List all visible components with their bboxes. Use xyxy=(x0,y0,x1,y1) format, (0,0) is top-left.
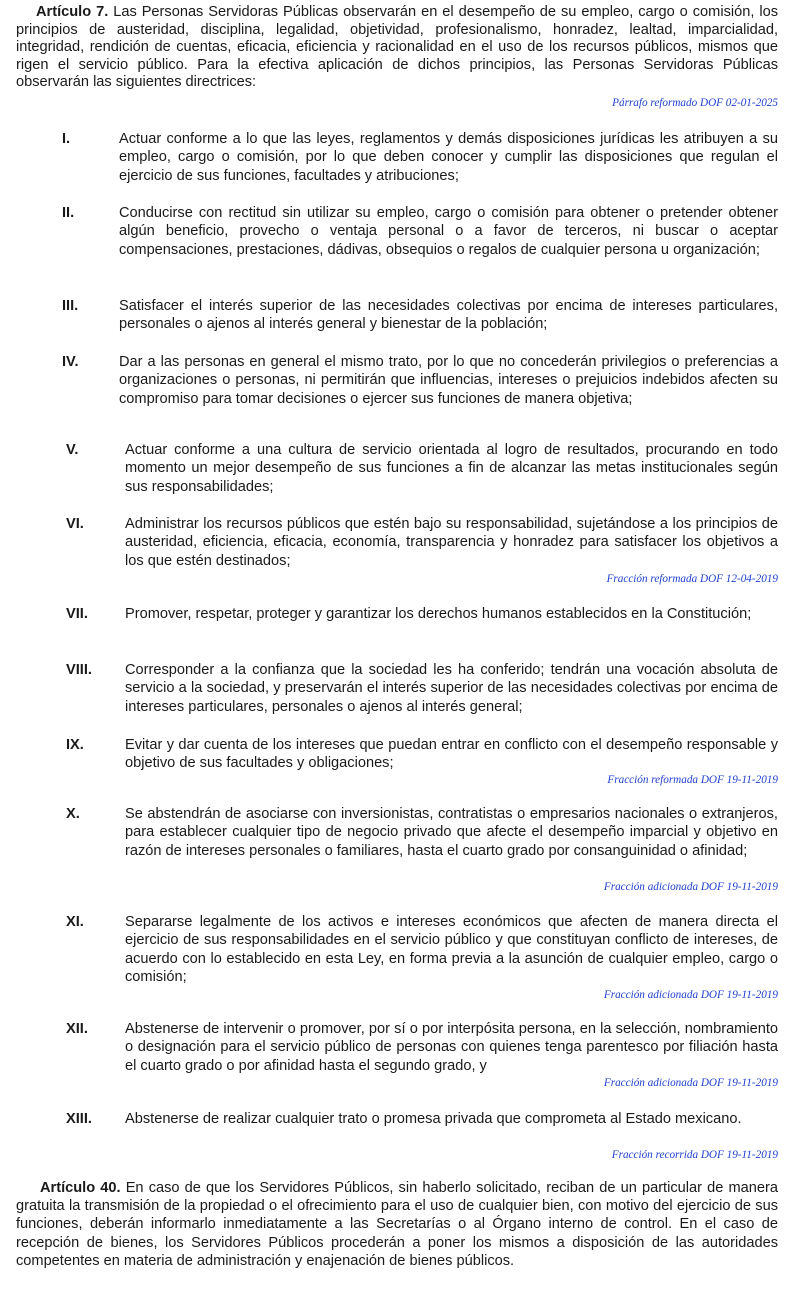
fraction-text: Se abstendrán de asociarse con inversionistas, contratistas o empresarios nacionales o extranjeros, para establecer cualquier tipo de negocio privado que afecte el desempeño imparcial y objetivo en razón de intereses personales o familiares, hasta el cuarto grado por consanguinidad o afinidad; xyxy=(125,806,778,859)
fraction-text: Evitar y dar cuenta de los intereses que puedan entrar en conflicto con el desempeño responsable y objetivo de sus facultades y obligaciones; xyxy=(125,737,778,772)
fraction-text: Satisfacer el interés superior de las necesidades colectivas por encima de intereses particulares, personales o ajenos al interés general y bienestar de la población; xyxy=(119,298,778,333)
fraction-note: Fracción reformada DOF 12-04-2019 xyxy=(606,573,778,585)
fraction-numeral: I. xyxy=(62,131,71,147)
fraction-numeral: VI. xyxy=(66,516,84,532)
fraction-numeral: III. xyxy=(62,298,79,314)
fraction-numeral: XI. xyxy=(66,914,84,930)
fraction-note: Fracción reformada DOF 19-11-2019 xyxy=(607,774,778,786)
fraction-numeral: XIII. xyxy=(66,1111,92,1127)
fraction-text: Corresponder a la confianza que la sociedad les ha conferido; tendrán una vocación absoluta de servicio a la sociedad, y preservarán el interés superior de las necesidades colectivas por encima de intereses particulares, personales o ajenos al interés general; xyxy=(125,662,778,715)
fraction-note: Fracción recorrida DOF 19-11-2019 xyxy=(611,1149,778,1161)
fraction-numeral: XII. xyxy=(66,1021,88,1037)
fraction-numeral: IX. xyxy=(66,737,84,753)
fraction-numeral: V. xyxy=(66,442,79,458)
fraction-text: Abstenerse de intervenir o promover, por sí o por interpósita persona, en la selección, nombramiento o designación para el servicio público de personas con quienes tenga parentesco por filiación hasta el cuarto grado o por afinidad hasta el segundo grado, y xyxy=(125,1021,778,1074)
fraction-text: Separarse legalmente de los activos e intereses económicos que afecten de manera directa el ejercicio de sus responsabilidades en el servicio público y que constituyan conflicto de intereses, de acuerdo con lo establecido en esta Ley, en forma previa a la asunción de cualquier empleo, cargo o comisión; xyxy=(125,914,778,986)
fraction-text: Promover, respetar, proteger y garantizar los derechos humanos establecidos en la Constitución; xyxy=(125,606,752,622)
fraction-text: Dar a las personas en general el mismo trato, por lo que no concederán privilegios o preferencias a organizaciones o personas, ni permitirán que influencias, intereses o prejuicios indebidos afecten su compromiso para tomar decisiones o ejercer sus funciones de manera objetiva; xyxy=(119,354,778,407)
fraction-text: Abstenerse de realizar cualquier trato o promesa privada que comprometa al Estado mexicano. xyxy=(125,1111,742,1127)
fraction-note: Fracción adicionada DOF 19-11-2019 xyxy=(603,881,778,893)
fraction-numeral: II. xyxy=(62,205,75,221)
fraction-text: Actuar conforme a una cultura de servicio orientada al logro de resultados, procurando en todo momento un mejor desempeño de sus funciones a fin de alcanzar las metas institucionales según sus responsabilidades; xyxy=(125,442,778,495)
fraction-text: Conducirse con rectitud sin utilizar su empleo, cargo o comisión para obtener o pretender obtener algún beneficio, provecho o ventaja personal o a favor de terceros, ni buscar o aceptar compensaciones, prestaciones, dádivas, obsequios o regalos de cualquier persona u organización; xyxy=(119,205,778,258)
article-40-heading: Artículo 40. xyxy=(40,1180,121,1196)
article-7-note: Párrafo reformado DOF 02-01-2025 xyxy=(612,97,778,109)
fraction-text: Administrar los recursos públicos que estén bajo su responsabilidad, sujetándose a los principios de austeridad, eficiencia, eficacia, economía, transparencia y honradez para satisfacer los objetivos a los que estén destinados; xyxy=(125,516,778,569)
fraction-numeral: VII. xyxy=(66,606,88,622)
fraction-numeral: X. xyxy=(66,806,80,822)
fraction-numeral: VIII. xyxy=(66,662,92,678)
article-7-body: Las Personas Servidoras Públicas observarán en el desempeño de su empleo, cargo o comisión, los principios de austeridad, disciplina, legalidad, objetividad, profesionalismo, honradez, lealtad, imparcialidad, integridad, rendición de cuentas, eficacia, eficiencia y racionalidad en el uso de los recursos públicos, mismos que rigen el servicio público. Para la efectiva aplicación de dichos principios, las Personas Servidoras Públicas observarán las siguientes directrices: xyxy=(16,4,778,91)
article-40-paragraph xyxy=(16,1179,778,1270)
article-7-heading: Artículo 7. xyxy=(36,4,109,20)
fraction-text: Actuar conforme a lo que las leyes, reglamentos y demás disposiciones jurídicas les atribuyen a su empleo, cargo o comisión, por lo que deben conocer y cumplir las disposiciones que regulan el ejercicio de sus funciones, facultades y atribuciones; xyxy=(119,131,778,184)
fraction-numeral: IV. xyxy=(62,354,79,370)
article-40-body: En caso de que los Servidores Públicos, sin haberlo solicitado, reciban de un particular de manera gratuita la transmisión de la propiedad o el ofrecimiento para el uso de cualquier bien, con motivo del ejercicio de sus funciones, deberán informarlo inmediatamente a las Secretarías o al Órgano interno de control. En el caso de recepción de bienes, los Servidores Públicos procederán a poner los mismos a disposición de las autoridades competentes en materia de administración y enajenación de bienes públicos. xyxy=(16,1180,778,1269)
fraction-note: Fracción adicionada DOF 19-11-2019 xyxy=(603,1077,778,1089)
article-7-paragraph xyxy=(16,4,778,92)
fraction-note: Fracción adicionada DOF 19-11-2019 xyxy=(603,989,778,1001)
